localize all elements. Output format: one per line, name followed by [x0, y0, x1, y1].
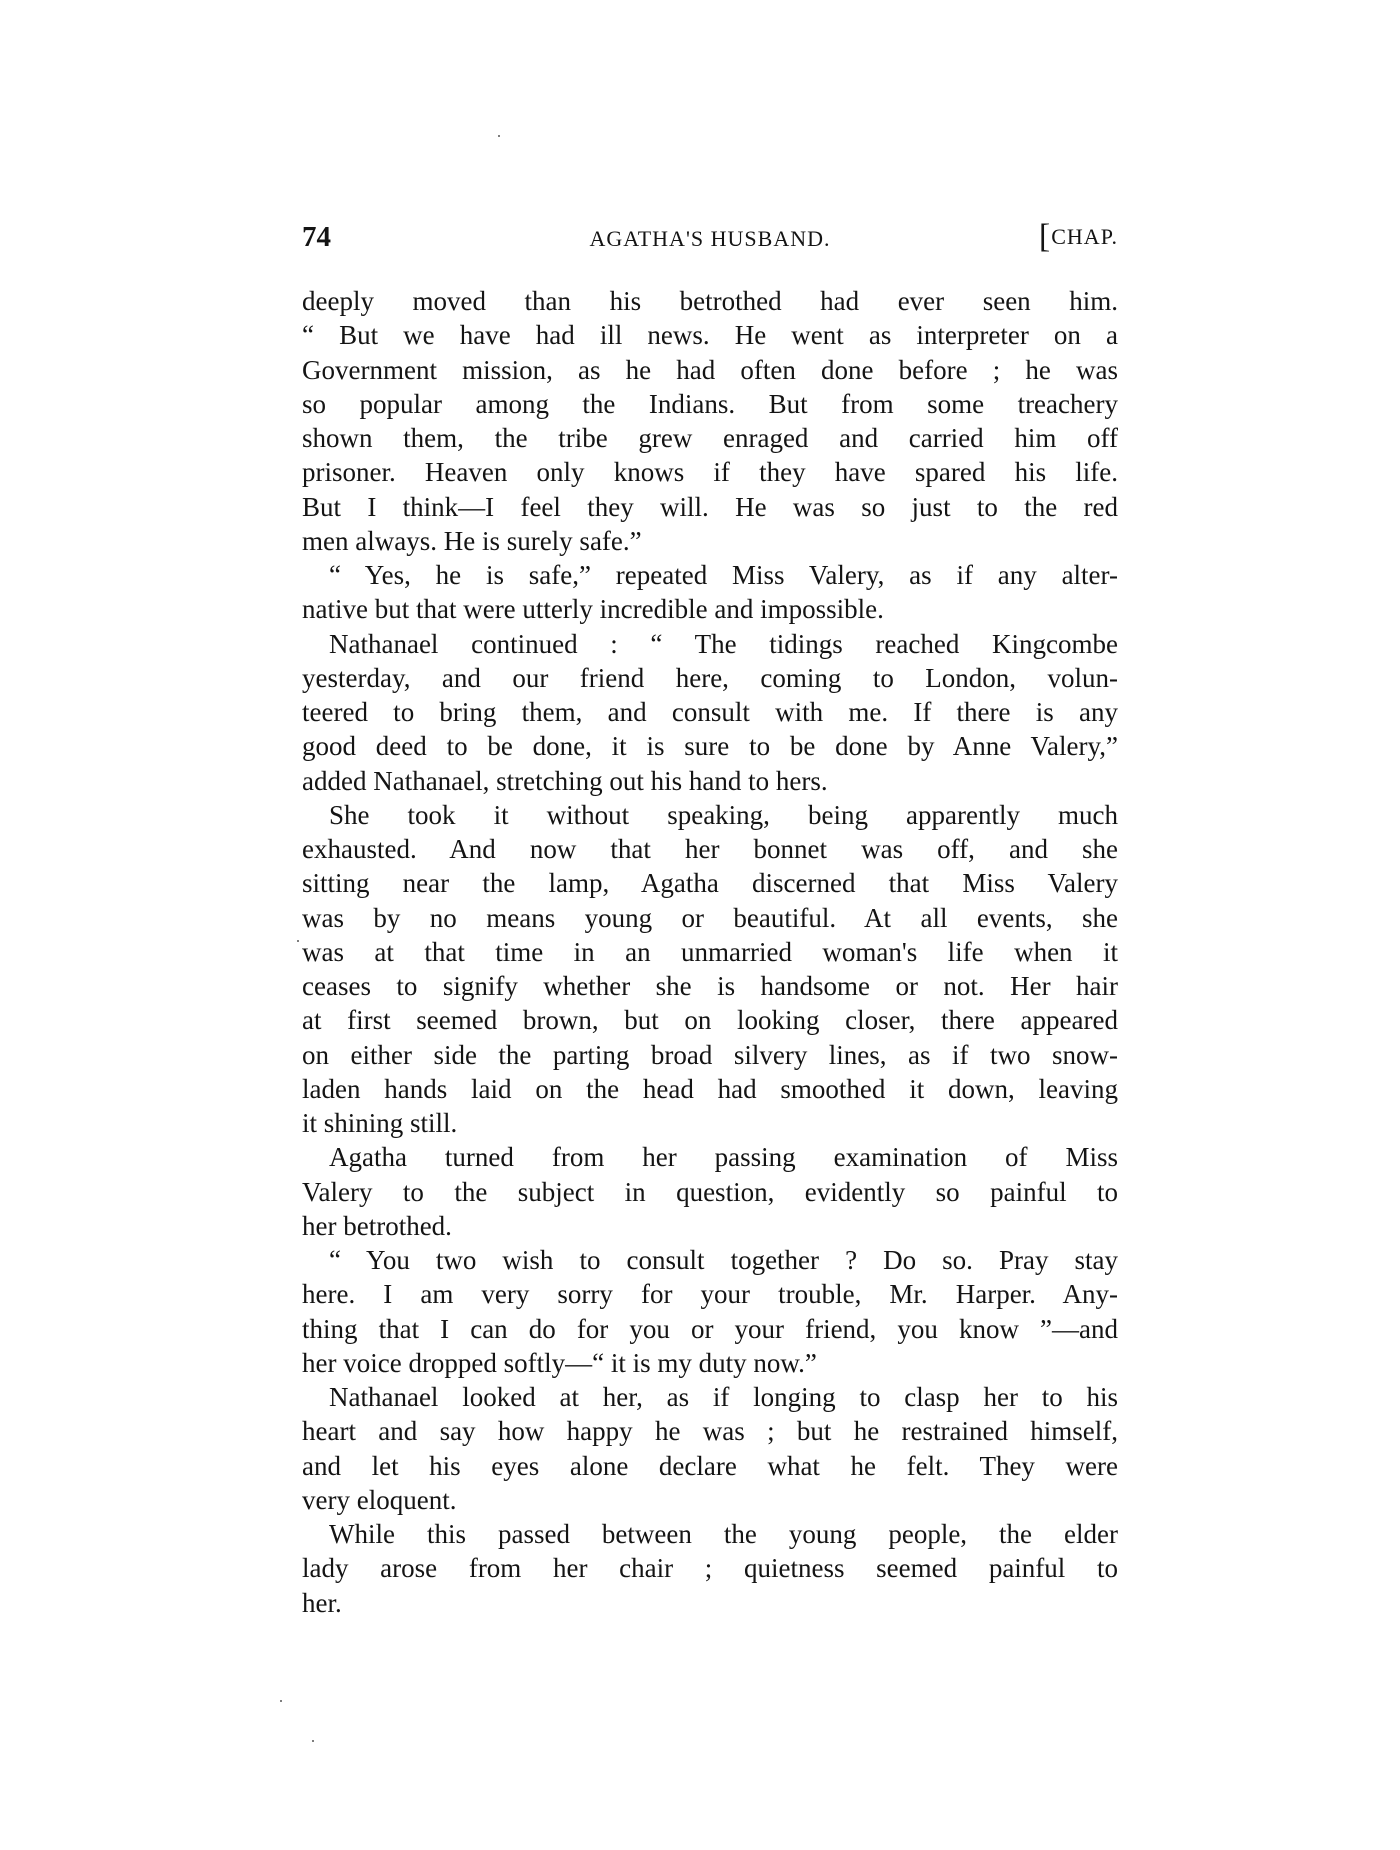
text-line: “ Yes, he is safe,” repeated Miss Valery, as if any alter-	[329, 560, 1118, 590]
text-line: good deed to be done, it is sure to be done by Anne Valery,”	[302, 731, 1118, 762]
text-line: shown them, the tribe grew enraged and carried him off	[302, 423, 1118, 453]
text-line: prisoner. Heaven only knows if they have spared his life.	[302, 457, 1118, 488]
text-line: here. I am very sorry for your trouble, Mr. Harper. Any-	[302, 1279, 1118, 1310]
paragraph	[302, 1380, 1118, 1517]
paragraph	[302, 1243, 1118, 1380]
paragraph	[302, 798, 1118, 1141]
paragraph	[302, 558, 1118, 627]
text-line: Nathanael continued : “ The tidings reached Kingcombe	[329, 628, 1118, 659]
text-line: men always. He is surely safe.”	[302, 525, 642, 556]
text-line: thing that I can do for you or your friend, you know ”—and	[302, 1313, 1118, 1344]
text-line: very eloquent.	[302, 1484, 457, 1515]
scan-speck	[312, 1740, 314, 1742]
text-line: Agatha turned from her passing examination of Miss	[329, 1142, 1118, 1173]
text-line: teered to bring them, and consult with me. If there is any	[302, 697, 1118, 727]
running-header	[302, 220, 1118, 254]
page-number: 74	[302, 221, 331, 253]
text-line: “ You two wish to consult together ? Do so. Pray stay	[329, 1245, 1118, 1275]
text-line: it shining still.	[302, 1108, 458, 1138]
text-line: She took it without speaking, being apparently much	[329, 799, 1118, 830]
chapter-bracket: [	[1038, 218, 1052, 255]
text-line: exhausted. And now that her bonnet was off, and she	[302, 834, 1118, 864]
text-line: native but that were utterly incredible and impossible.	[302, 594, 884, 625]
text-line: heart and say how happy he was ; but he restrained himself,	[302, 1416, 1118, 1447]
text-line: at first seemed brown, but on looking closer, there appeared	[302, 1005, 1118, 1036]
text-line: deeply moved than his betrothed had ever seen him.	[302, 286, 1118, 316]
chapter-label	[1039, 220, 1118, 254]
text-line: was by no means young or beautiful. At all events, she	[302, 902, 1118, 933]
text-line: Nathanael looked at her, as if longing to clasp her to his	[329, 1382, 1118, 1412]
scan-speck	[280, 1700, 282, 1702]
text-line: her betrothed.	[302, 1210, 452, 1241]
text-line: Government mission, as he had often done before ; he was	[302, 354, 1118, 385]
page-body-text	[302, 284, 1118, 1620]
text-line: her voice dropped softly—“ it is my duty now.”	[302, 1347, 817, 1378]
text-line: added Nathanael, stretching out his hand to hers.	[302, 765, 828, 796]
text-line: and let his eyes alone declare what he felt. They were	[302, 1450, 1118, 1481]
scan-speck	[498, 135, 500, 137]
paragraph	[302, 284, 1118, 558]
text-line: was at that time in an unmarried woman's life when it	[302, 936, 1118, 967]
running-title: AGATHA'S HUSBAND.	[589, 226, 831, 251]
paragraph	[302, 1140, 1118, 1243]
scan-speck	[297, 940, 299, 942]
paragraph	[302, 1517, 1118, 1620]
text-line: sitting near the lamp, Agatha discerned that Miss Valery	[302, 868, 1118, 899]
text-line: ceases to signify whether she is handsome or not. Her hair	[302, 971, 1118, 1001]
text-line: her.	[302, 1587, 342, 1618]
text-line: yesterday, and our friend here, coming to London, volun-	[302, 662, 1118, 693]
text-line: so popular among the Indians. But from some treachery	[302, 388, 1118, 419]
chapter-text: CHAP.	[1051, 224, 1118, 249]
text-line: But I think—I feel they will. He was so just to the red	[302, 491, 1118, 522]
text-line: “ But we have had ill news. He went as interpreter on a	[302, 320, 1118, 351]
text-line: lady arose from her chair ; quietness seemed painful to	[302, 1553, 1118, 1584]
paragraph	[302, 627, 1118, 798]
text-line: on either side the parting broad silvery lines, as if two snow-	[302, 1039, 1118, 1070]
text-line: laden hands laid on the head had smoothed it down, leaving	[302, 1073, 1118, 1104]
text-line: While this passed between the young people, the elder	[329, 1519, 1118, 1549]
text-line: Valery to the subject in question, evidently so painful to	[302, 1176, 1118, 1207]
